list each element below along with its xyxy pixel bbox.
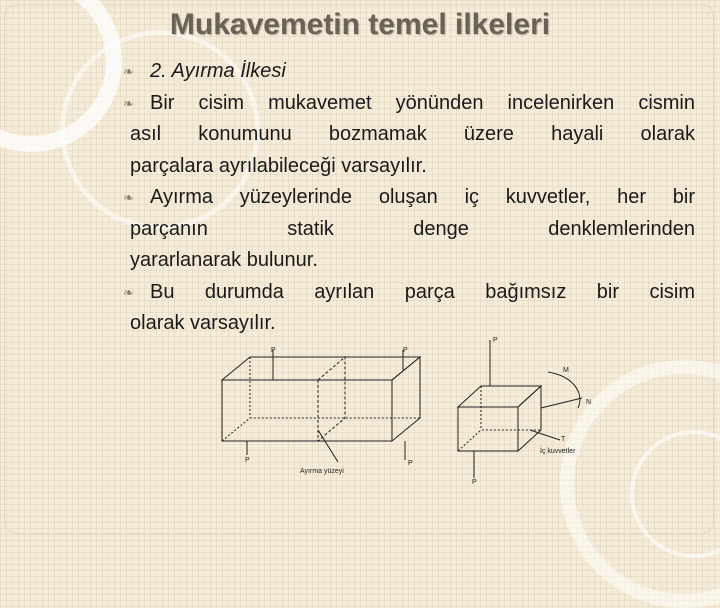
normal-force-arrow: [541, 398, 582, 408]
label-p: P: [245, 457, 250, 464]
feather-bullet-icon: ❧: [123, 64, 134, 79]
bullet-line: Bu durumda ayrılan parça bağımsız bir cisim: [150, 280, 695, 303]
right-box-side: [518, 386, 541, 451]
label-p: P: [472, 479, 477, 486]
right-box-top: [458, 386, 541, 407]
bullet-line: olarak varsayılır.: [130, 312, 276, 334]
label-m: M: [563, 367, 569, 374]
bullet-line: Bir cisim mukavemet yönünden incelenirken cismin: [150, 91, 695, 114]
label-p: P: [271, 347, 276, 354]
label-t: T: [561, 436, 566, 443]
right-box-hidden-edge: [458, 430, 541, 451]
label-p: P: [408, 460, 413, 467]
bullet-line: Ayırma yüzeylerinde oluşan iç kuvvetler, her bir: [150, 186, 695, 208]
left-box-side: [392, 357, 420, 441]
slide-title: Mukavemetin temel ilkeleri: [169, 8, 551, 41]
bullet-heading: 2. Ayırma İlkesi: [150, 60, 286, 82]
left-box-front: [222, 380, 392, 441]
bullet-line: yararlanarak bulunur.: [130, 249, 318, 271]
bullet-line: asıl konumunu bozmamak üzere hayali olarak: [130, 123, 695, 145]
right-box-front: [458, 407, 518, 451]
label-n: N: [586, 399, 592, 406]
label-section-surface: Ayırma yüzeyi: [300, 468, 344, 475]
label-p: P: [403, 347, 408, 354]
label-inner-forces: İç kuvvetler: [540, 448, 576, 455]
bullet-line: parçalara ayrılabileceği varsayılır.: [130, 154, 427, 177]
feather-bullet-icon: ❧: [123, 284, 134, 300]
label-p: P: [493, 337, 498, 344]
leader-line: [318, 430, 338, 462]
shear-force-arrow: [530, 430, 560, 440]
left-box-hidden-edge: [222, 418, 420, 441]
feather-bullet-icon: ❧: [123, 95, 134, 111]
section-plane: [318, 357, 345, 441]
left-box-top: [222, 357, 420, 380]
feather-bullet-icon: ❧: [123, 190, 134, 205]
bullet-line: parçanın statik denge denklemlerinden: [130, 217, 695, 240]
